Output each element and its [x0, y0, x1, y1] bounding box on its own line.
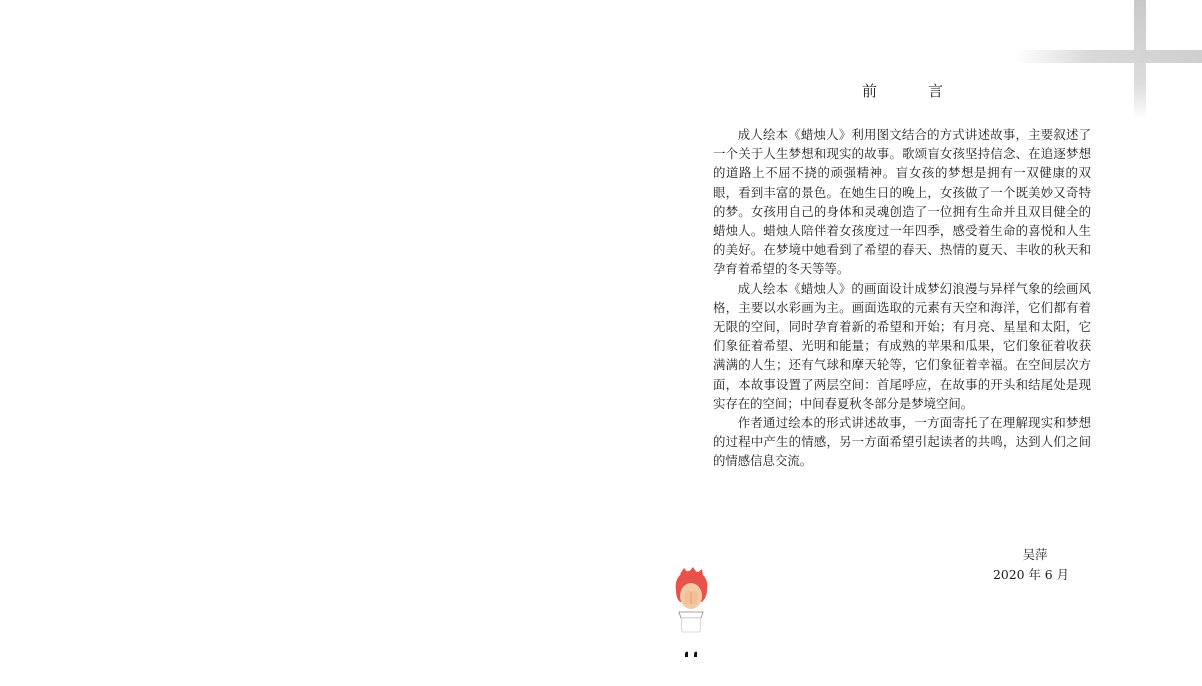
- preface-paragraph-1: 成人绘本《蜡烛人》利用图文结合的方式讲述故事，主要叙述了一个关于人生梦想和现实的故事。歌颂盲女孩坚持信念、在追逐梦想的道路上不屈不挠的顽强精神。盲女孩的梦想是拥有一双健康的双眼，看到丰富的景色。在她生日的晚上，女孩做了一个既美妙又奇特的梦。女孩用自己的身体和灵魂创造了一位拥有生命并且双目健全的蜡烛人。蜡烛人陪伴着女孩度过一年四季，感受着生命的喜悦和人生的美好。在梦境中她看到了希望的春天、热情的夏天、丰收的秋天和孕育着希望的冬天等等。: [713, 127, 1091, 277]
- signature-block: [960, 545, 1090, 584]
- signature-date: 2020 年 6 月: [992, 567, 1069, 582]
- decoration-horizontal-bar: [1015, 50, 1202, 63]
- preface-body: [713, 125, 1091, 471]
- preface-title: 前 言: [862, 82, 962, 100]
- preface-paragraph-2: 成人绘本《蜡烛人》的画面设计成梦幻浪漫与异样气象的绘画风格，主要以水彩画为主。画面选取的元素有天空和海洋，它们都有着无限的空间，同时孕育着新的希望和开始；有月亮、星星和太阳，它们象征着希望、光明和能量；有成熟的苹果和瓜果，它们象征着收获满满的人生；还有气球和摩天轮等，它们象征着幸福。在空间层次方面，本故事设置了两层空间：首尾呼应，在故事的开头和结尾处是现实存在的空间；中间春夏秋冬部分是梦境空间。: [713, 280, 1091, 411]
- preface-paragraph-3: 作者通过绘本的形式讲述故事，一方面寄托了在理解现实和梦想的过程中产生的情感，另一方面希望引起读者的共鸣，达到人们之间的情感信息交流。: [713, 415, 1091, 469]
- candle-girl-icon: [666, 566, 716, 666]
- candle-girl-illustration: [666, 566, 716, 666]
- author-name: 吴萍: [1022, 547, 1048, 562]
